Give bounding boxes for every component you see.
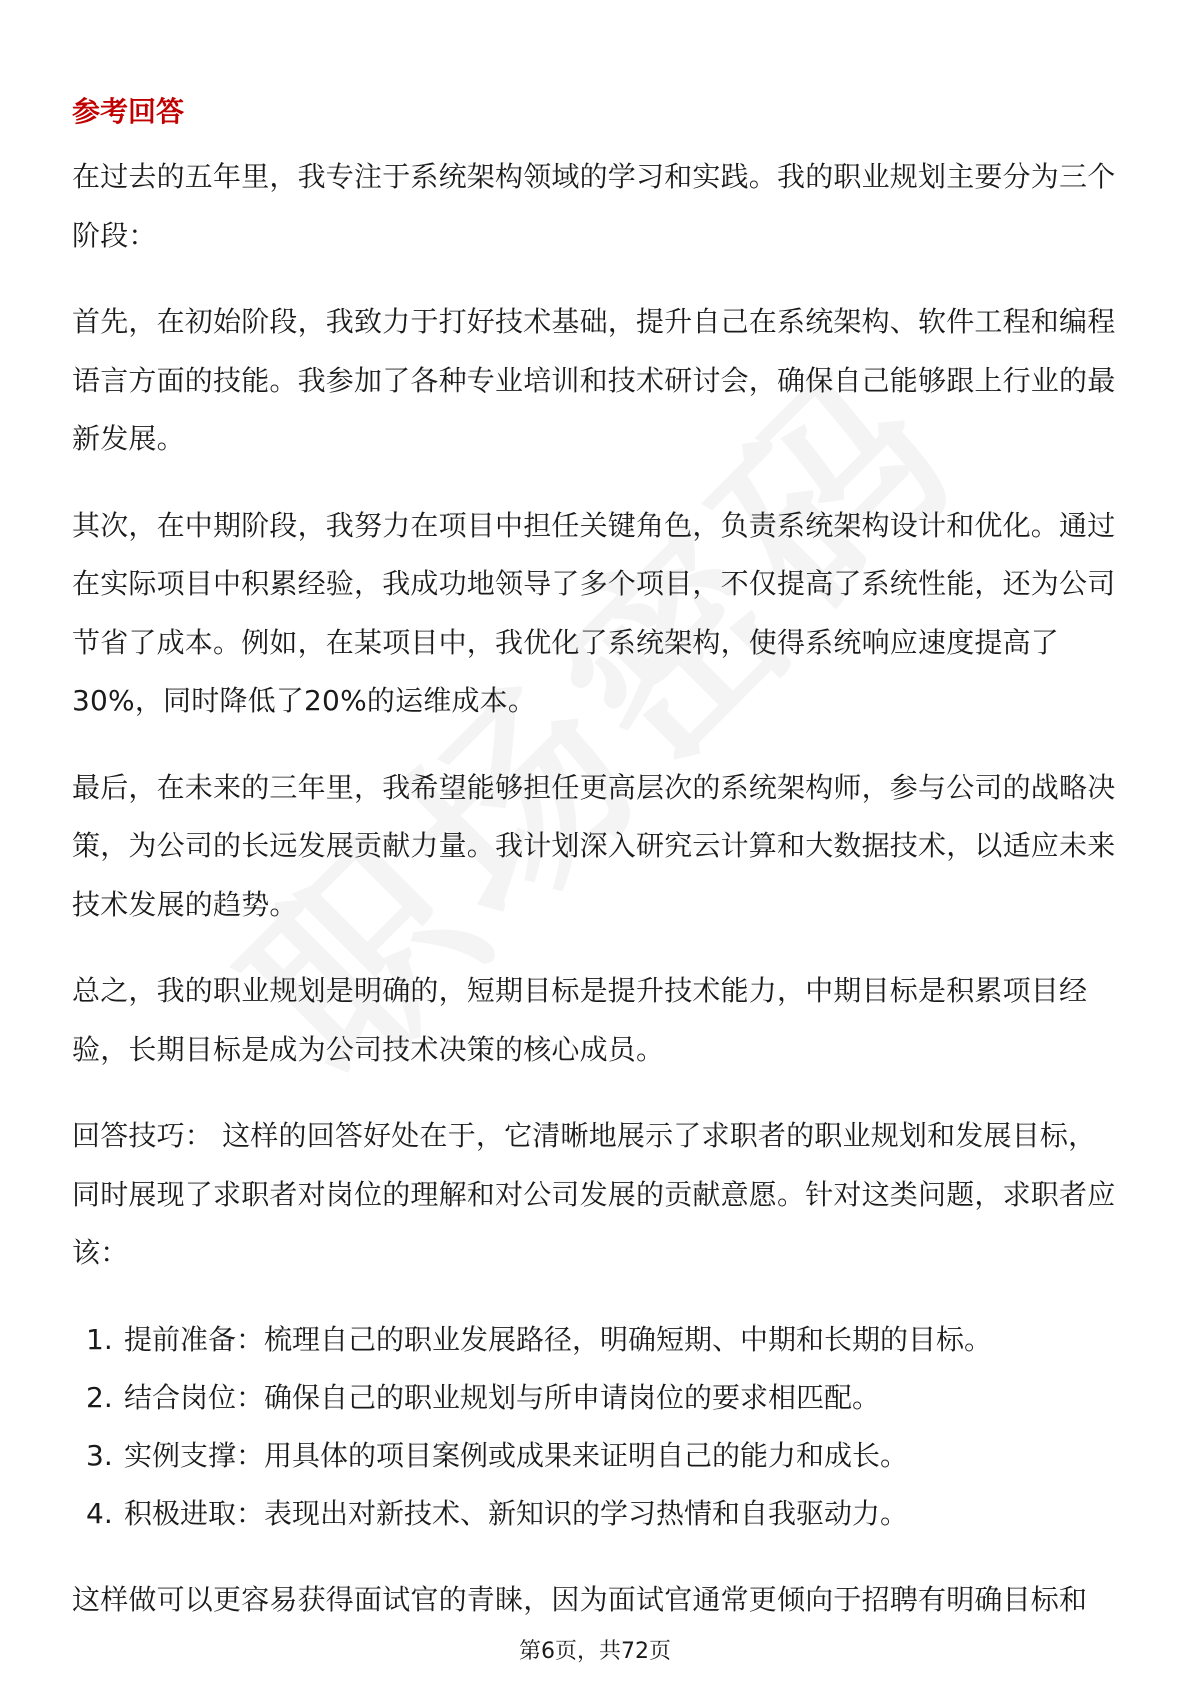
page-content bbox=[72, 86, 1122, 1657]
paragraph-stage-3: 最后，在未来的三年里，我希望能够担任更高层次的系统架构师，参与公司的战略决策，为公司的长远发展贡献力量。我计划深入研究云计算和大数据技术，以适应未来技术发展的趋势。 bbox=[72, 770, 1116, 921]
paragraph-summary: 总之，我的职业规划是明确的，短期目标是提升技术能力，中期目标是积累项目经验，长期目标是成为公司技术决策的核心成员。 bbox=[72, 974, 1088, 1066]
list-item bbox=[72, 1427, 1122, 1485]
section-title: 参考回答 bbox=[72, 95, 185, 128]
list-item-number: 4. bbox=[86, 1496, 113, 1530]
list-item-number: 1. bbox=[86, 1322, 113, 1356]
paragraph-stage-1: 首先，在初始阶段，我致力于打好技术基础，提升自己在系统架构、软件工程和编程语言方面的技能。我参加了各种专业培训和技术研讨会，确保自己能够跟上行业的最新发展。 bbox=[72, 305, 1116, 455]
paragraph-stage-2: 其次，在中期阶段，我努力在项目中担任关键角色，负责系统架构设计和优化。通过在实际项目中积累经验，我成功地领导了多个项目，不仅提高了系统性能，还为公司节省了成本。例如，在某项目中，我优化了系统架构，使得系统响应速度提高了30%，同时降低了20%的运维成本。 bbox=[72, 508, 1116, 717]
list-item bbox=[72, 1485, 1122, 1543]
list-item-text: 结合岗位：确保自己的职业规划与所申请岗位的要求相匹配。 bbox=[124, 1380, 881, 1414]
paragraph-closing: 这样做可以更容易获得面试官的青睐，因为面试官通常更倾向于招聘有明确目标和 bbox=[72, 1582, 1088, 1616]
list-item bbox=[72, 1369, 1122, 1427]
list-item bbox=[72, 1311, 1122, 1369]
list-item-text: 实例支撑：用具体的项目案例或成果来证明自己的能力和成长。 bbox=[124, 1438, 909, 1472]
list-item-number: 2. bbox=[86, 1380, 113, 1414]
page-footer: 第6页，共72页 bbox=[519, 1639, 671, 1664]
paragraph-intro: 在过去的五年里，我专注于系统架构领域的学习和实践。我的职业规划主要分为三个阶段： bbox=[72, 160, 1116, 252]
paragraph-answer-tips: 回答技巧： 这样的回答好处在于，它清晰地展示了求职者的职业规划和发展目标，同时展现了求职者对岗位的理解和对公司发展的贡献意愿。针对这类问题，求职者应该： bbox=[72, 1119, 1116, 1269]
list-item-text: 提前准备：梳理自己的职业发展路径，明确短期、中期和长期的目标。 bbox=[124, 1322, 993, 1356]
list-item-number: 3. bbox=[86, 1438, 113, 1472]
list-item-text: 积极进取：表现出对新技术、新知识的学习热情和自我驱动力。 bbox=[124, 1496, 909, 1530]
tips-list bbox=[72, 1311, 1122, 1543]
